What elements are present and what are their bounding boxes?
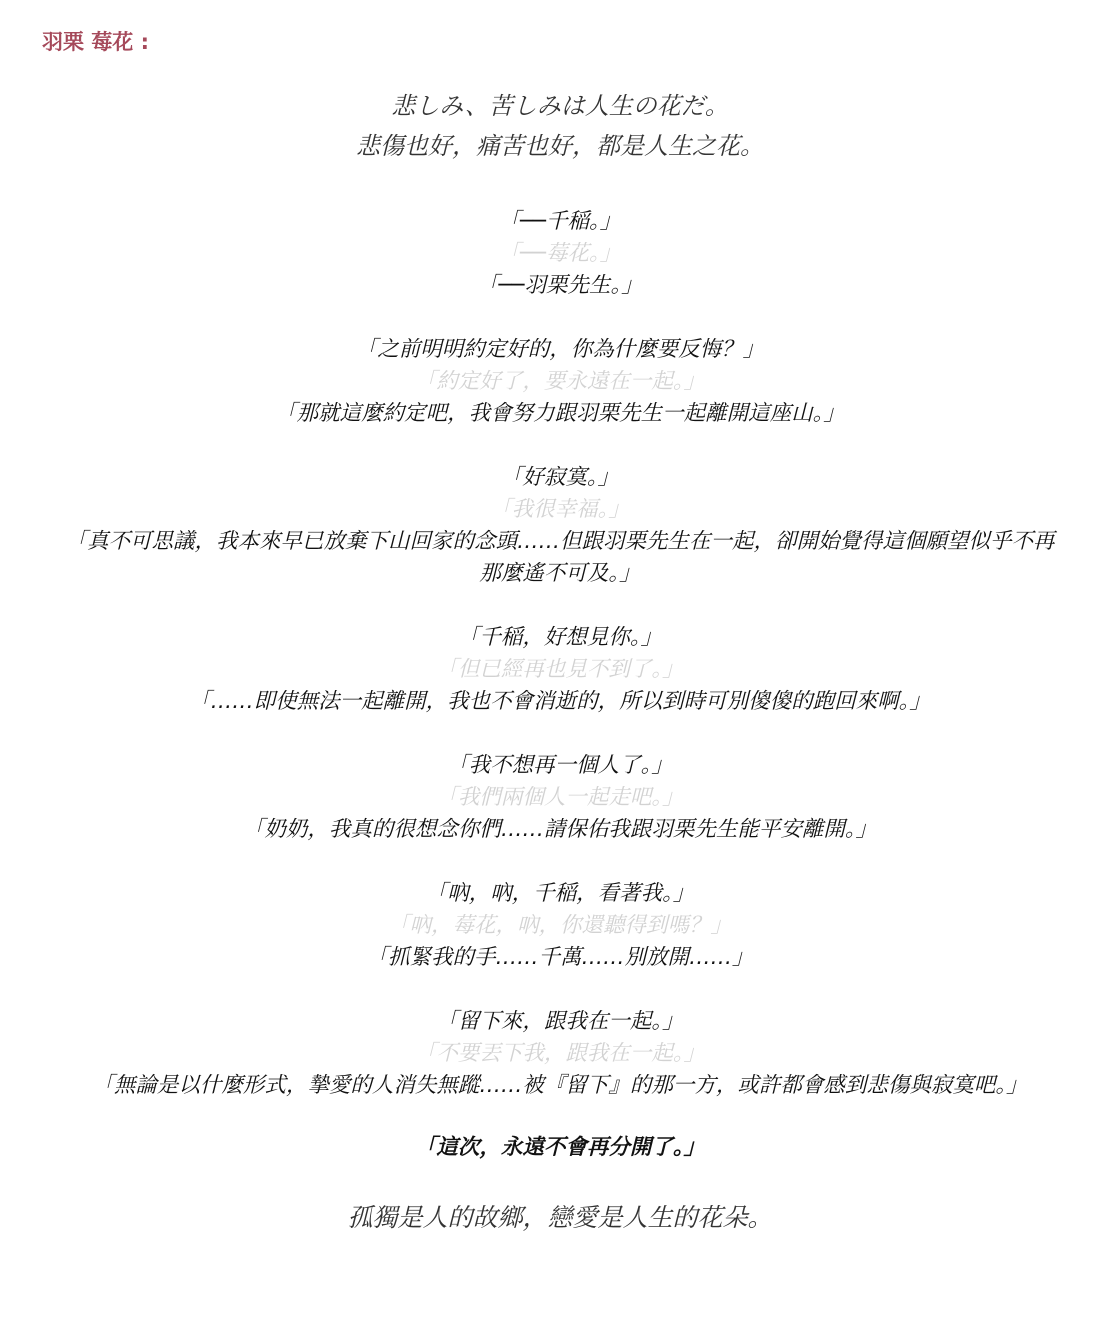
dialogue-line: 「好寂寞。」 xyxy=(500,465,620,490)
dialogue-block-6 xyxy=(60,878,1060,974)
dialogue-line: 「抓緊我的手……千萬……別放開……」 xyxy=(366,945,754,970)
dialogue-line: 「留下來，跟我在一起。」 xyxy=(436,1009,684,1034)
dialogue-line-faded: 「我們兩個人一起走吧。」 xyxy=(436,785,684,810)
intro-japanese-quote: 悲しみ、苦しみは人生の花だ。 xyxy=(391,92,729,120)
dialogue-line-faded: 「──莓花。」 xyxy=(498,241,622,266)
outro-quote: 孤獨是人的故鄉，戀愛是人生的花朵。 xyxy=(347,1203,773,1232)
dialogue-block-3 xyxy=(60,462,1060,590)
dialogue-line-faded: 「吶，莓花，吶，你還聽得到嗎？」 xyxy=(387,913,732,938)
dialogue-block-2 xyxy=(60,334,1060,430)
dialogue-section xyxy=(60,86,1060,1238)
dialogue-line: 「那就這麼約定吧，我會努力跟羽栗先生一起離開這座山。」 xyxy=(275,401,845,426)
dialogue-block-7 xyxy=(60,1006,1060,1102)
speaker-name: 羽栗 莓花 : xyxy=(42,30,150,54)
dialogue-line: 「吶，吶，千稲，看著我。」 xyxy=(425,881,695,906)
dialogue-block-5 xyxy=(60,750,1060,846)
dialogue-line-faded: 「不要丟下我，跟我在一起。」 xyxy=(414,1041,706,1066)
dialogue-line: 「無論是以什麼形式，摯愛的人消失無蹤……被『留下』的那一方，或許都會感到悲傷與寂寞吧。」 xyxy=(92,1073,1028,1098)
dialogue-block-1 xyxy=(60,206,1060,302)
dialogue-line: 「奶奶，我真的很想念你們……請保佑我跟羽栗先生能平安離開。」 xyxy=(242,817,878,842)
dialogue-block-4 xyxy=(60,622,1060,718)
final-dialogue-block xyxy=(60,1132,1060,1164)
dialogue-line: 「……即使無法一起離開，我也不會消逝的，所以到時可別傻傻的跑回來啊。」 xyxy=(189,689,931,714)
intro-chinese-quote: 悲傷也好，痛苦也好，都是人生之花。 xyxy=(356,132,764,160)
dialogue-line: 「千稲，好想見你。」 xyxy=(457,625,663,650)
final-dialogue-line: 「這次，永遠不會再分開了。」 xyxy=(414,1135,706,1160)
dialogue-line-faded: 「我很幸福。」 xyxy=(490,497,630,522)
dialogue-line-faded: 「約定好了，要永遠在一起。」 xyxy=(414,369,706,394)
dialogue-line: 「真不可思議，我本來早已放棄下山回家的念頭……但跟羽栗先生在一起，卻開始覺得這個願望似乎不再那麼遙不可及。」 xyxy=(65,529,1055,586)
dialogue-line: 「我不想再一個人了。」 xyxy=(447,753,673,778)
dialogue-line-faded: 「但已經再也見不到了。」 xyxy=(436,657,684,682)
dialogue-line: 「──羽栗先生。」 xyxy=(477,273,643,298)
dialogue-line: 「之前明明約定好的，你為什麼要反悔？」 xyxy=(355,337,765,362)
dialogue-line: 「──千稲。」 xyxy=(498,209,622,234)
